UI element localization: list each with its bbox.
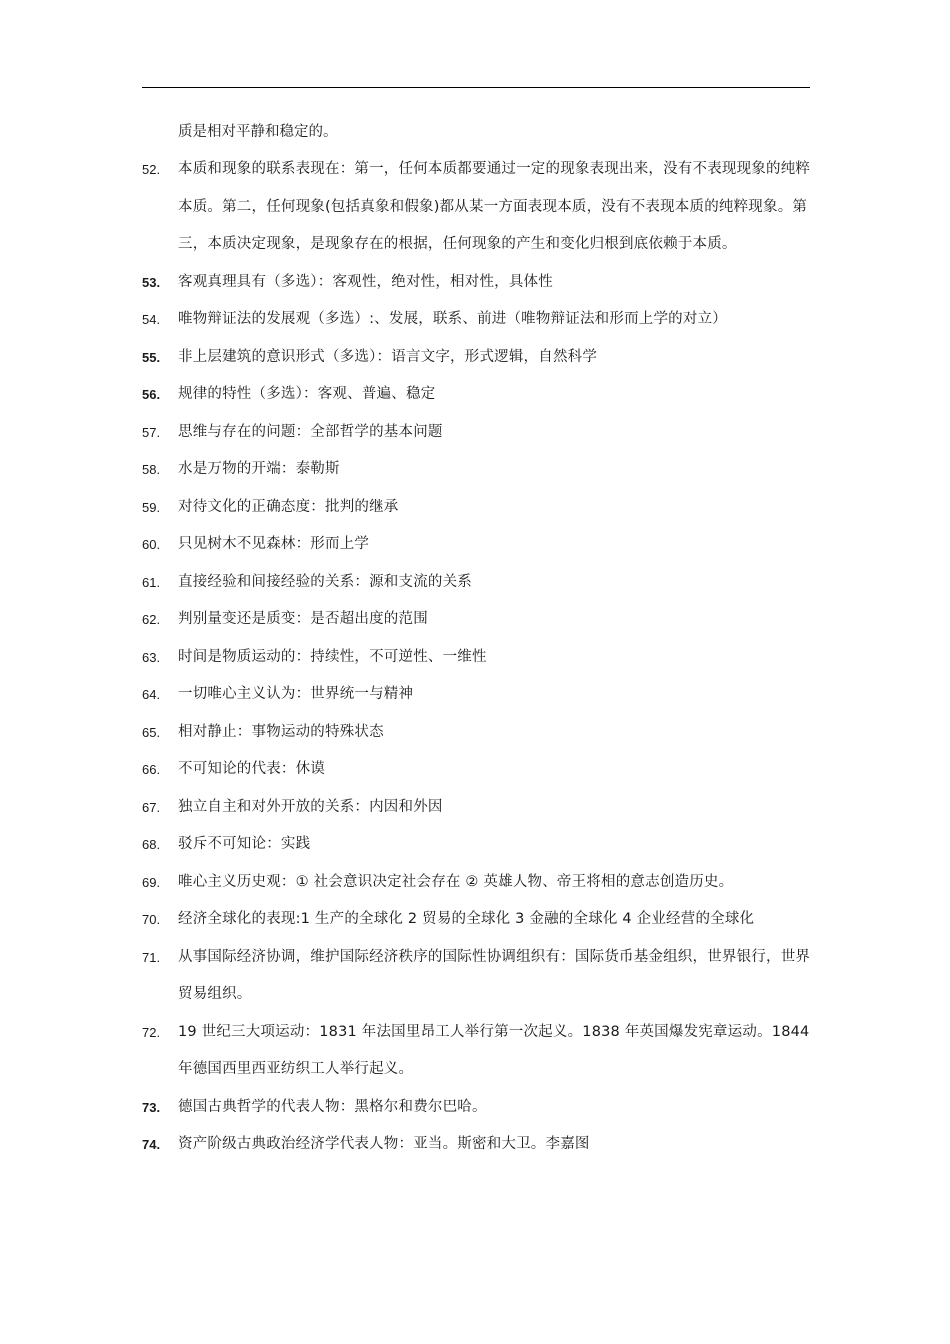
list-item-number: 66.	[142, 762, 161, 777]
list-item	[142, 601, 814, 639]
list-item-number: 67.	[142, 799, 161, 815]
numbered-list	[142, 151, 814, 1164]
list-item-number: 70.	[142, 912, 161, 927]
list-item-number: 53.	[142, 274, 161, 290]
list-item-text: 独立自主和对外开放的关系：内因和外因	[178, 798, 443, 815]
list-item-text: 思维与存在的问题：全部哲学的基本问题	[178, 423, 443, 440]
list-item	[142, 376, 814, 414]
list-item-number: 73.	[142, 1099, 161, 1115]
list-item-number: 64.	[142, 687, 161, 702]
list-item-text: 直接经验和间接经验的关系：源和支流的关系	[178, 573, 472, 590]
list-item-number: 57.	[142, 424, 161, 440]
list-item-number: 69.	[142, 874, 161, 890]
list-item-text: 只见树木不见森林：形而上学	[178, 536, 370, 552]
list-item	[142, 826, 814, 864]
list-item	[142, 451, 814, 489]
list-item-number: 55.	[142, 349, 161, 365]
list-item-text: 19 世纪三大项运动：1831 年法国里昂工人举行第一次起义。1838 年英国爆发宪章运动。1844 年德国西里西亚纺织工人举行起义。	[178, 1023, 810, 1077]
list-item-text: 本质和现象的联系表现在：第一，任何本质都要通过一定的现象表现出来，没有不表现现象的纯粹本质。第二，任何现象(包括真象和假象)都从某一方面表现本质，没有不表现本质的纯粹现象。第三，本质决定现象，是现象存在的根据，任何现象的产生和变化归根到底依赖于本质。	[178, 161, 811, 252]
list-item	[142, 1089, 814, 1127]
list-item-text: 一切唯心主义认为：世界统一与精神	[178, 686, 414, 702]
list-item-text: 规律的特性（多选）：客观、普遍、稳定	[178, 386, 436, 402]
list-item-number: 62.	[142, 612, 161, 627]
list-item-number: 54.	[142, 312, 161, 327]
list-item-number: 59.	[142, 499, 161, 515]
list-item	[142, 901, 814, 939]
list-item	[142, 414, 814, 452]
list-item	[142, 639, 814, 677]
list-item	[142, 264, 814, 302]
list-item-number: 65.	[142, 724, 161, 740]
list-item-number: 58.	[142, 462, 161, 477]
list-item-number: 52.	[142, 162, 161, 177]
list-item	[142, 751, 814, 789]
list-item-text: 从事国际经济协调，维护国际经济秩序的国际性协调组织有：国际货币基金组织，世界银行，世界贸易组织。	[178, 948, 811, 1002]
list-item	[142, 301, 814, 339]
list-item	[142, 676, 814, 714]
list-item	[142, 339, 814, 377]
list-item-number: 56.	[142, 387, 161, 402]
list-item	[142, 714, 814, 752]
list-item-text: 驳斥不可知论：实践	[178, 836, 311, 852]
list-item-text: 唯物辩证法的发展观（多选）:、发展，联系、前进（唯物辩证法和形而上学的对立）	[178, 311, 727, 327]
continuation-line: 质是相对平静和稳定的。	[178, 124, 338, 140]
list-item-text: 判别量变还是质变：是否超出度的范围	[178, 611, 428, 627]
list-item	[142, 864, 814, 902]
list-item-text: 经济全球化的表现:1 生产的全球化 2 贸易的全球化 3 金融的全球化 4 企业经营的全球化	[178, 911, 755, 927]
list-item-text: 客观真理具有（多选）：客观性，绝对性，相对性，具体性	[178, 273, 553, 290]
list-item-text: 不可知论的代表：休谟	[178, 761, 325, 777]
list-item-number: 61.	[142, 574, 161, 590]
list-item-text: 对待文化的正确态度：批判的继承	[178, 498, 399, 515]
list-item-number: 71.	[142, 949, 161, 965]
list-item	[142, 151, 814, 264]
list-item-text: 时间是物质运动的：持续性，不可逆性、一维性	[178, 648, 487, 665]
list-item-text: 资产阶级古典政治经济学代表人物：亚当。斯密和大卫。李嘉图	[178, 1136, 590, 1152]
list-item	[142, 526, 814, 564]
list-item	[142, 1126, 814, 1164]
list-item-text: 水是万物的开端：泰勒斯	[178, 461, 340, 477]
list-item-number: 60.	[142, 537, 161, 552]
list-item-text: 相对静止：事物运动的特殊状态	[178, 723, 384, 740]
list-item-number: 63.	[142, 649, 161, 665]
list-item	[142, 789, 814, 827]
list-item	[142, 489, 814, 527]
header-rule	[142, 87, 810, 88]
list-item-number: 68.	[142, 837, 161, 852]
list-item	[142, 939, 814, 1014]
list-item-number: 74.	[142, 1137, 161, 1152]
document-body	[142, 113, 814, 1164]
list-item	[142, 564, 814, 602]
list-item-text: 非上层建筑的意识形式（多选）：语言文字，形式逻辑，自然科学	[178, 348, 598, 365]
list-item-text: 唯心主义历史观：① 社会意识决定社会存在 ② 英雄人物、帝王将相的意志创造历史。	[178, 873, 734, 890]
list-item	[142, 1014, 814, 1089]
list-item-number: 72.	[142, 1024, 161, 1040]
list-item-text: 德国古典哲学的代表人物：黑格尔和费尔巴哈。	[178, 1098, 487, 1115]
